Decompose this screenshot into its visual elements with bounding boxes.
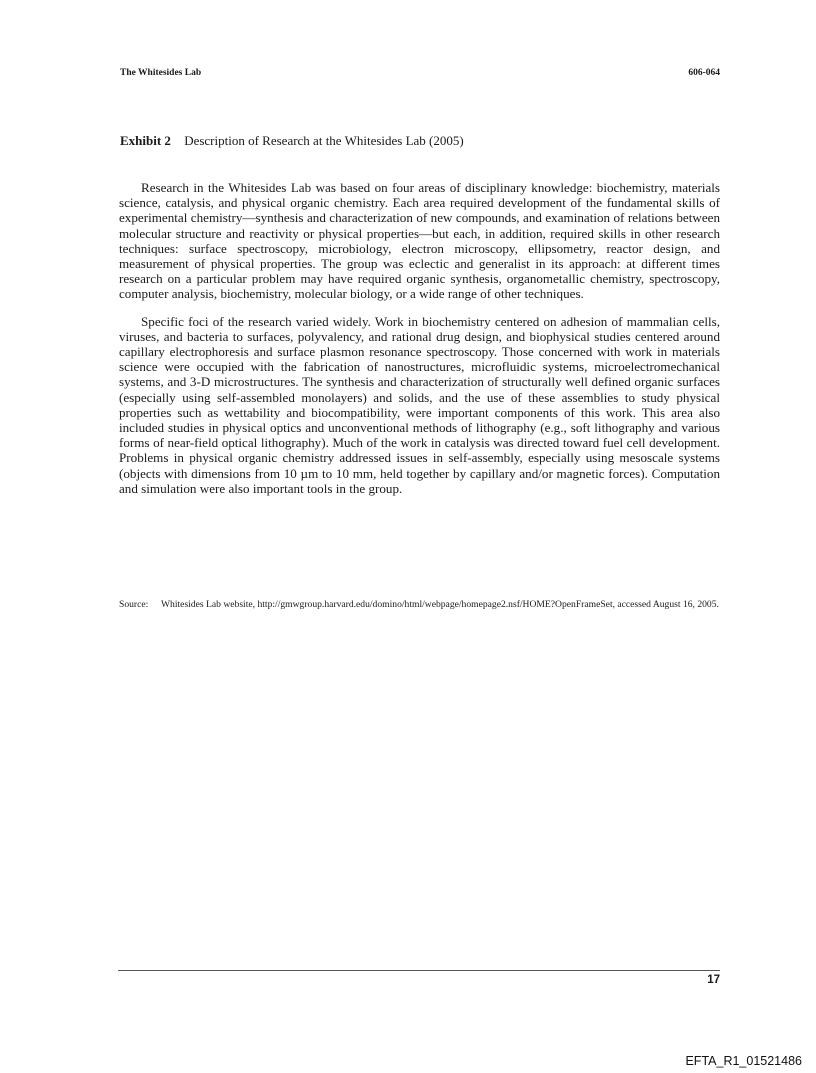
- paragraph-research-foci: Specific foci of the research varied widely. Work in biochemistry centered on adhesion of mammalian cells, viruses, and bacteria to surfaces, polyvalency, and rational drug design, and biophysical studies centered around capillary electrophoresis and surface plasmon resonance spectroscopy. Those concerned with work in materials science were occupied with the fabrication of nanostructures, microfluidic systems, microelectromechanical systems, and 3-D microstructures. The synthesis and characterization of structurally well defined organic surfaces (especially using self-assembled monolayers) and solids, and the use of these assemblies to study physical properties such as wettability and biocompatibility, were important components of this work. This area also included studies in physical optics and unconventional methods of lithography (e.g., soft lithography and various forms of near-field optical lithography). Much of the work in catalysis was directed toward fuel cell development. Problems in physical organic chemistry addressed issues in self-assembly, especially using mesoscale systems (objects with dimensions from 10 µm to 10 mm, held together by capillary and/or magnetic forces). Computation and simulation were also important tools in the group.: [119, 313, 720, 496]
- source-text: Whitesides Lab website, http://gmwgroup.harvard.edu/domino/html/webpage/homepage2.nsf/HOME?OpenFrameSet, accessed August 16, 2005.: [161, 599, 719, 610]
- footer-divider: [118, 970, 720, 971]
- running-header-title: The Whitesides Lab: [120, 68, 202, 78]
- document-id: EFTA_R1_01521486: [685, 1054, 802, 1068]
- paragraph-research-areas: Research in the Whitesides Lab was based on four areas of disciplinary knowledge: biochemistry, materials science, catalysis, and physical organic chemistry. Each area required development of the fundamental skills of experimental chemistry—synthesis and characterization of new compounds, and examination of relations between molecular structure and reactivity or physical properties—but each, in addition, required skills in other research techniques: surface spectroscopy, microbiology, electron microscopy, ellipsometry, reactor design, and measurement of physical properties. The group was eclectic and generalist in its approach: at different times research on a particular problem may have required organic synthesis, organometallic chemistry, spectroscopy, computer analysis, biochemistry, molecular biology, or a wide range of other techniques.: [119, 180, 720, 302]
- source-note: [119, 599, 720, 611]
- page-number: 17: [707, 974, 720, 986]
- running-header-case-number: 606-064: [688, 68, 720, 78]
- source-label: Source:: [119, 599, 149, 610]
- exhibit-body: [119, 180, 720, 508]
- exhibit-heading: [120, 133, 464, 149]
- exhibit-title: Description of Research at the Whitesides Lab (2005): [184, 133, 464, 148]
- exhibit-label: Exhibit 2: [120, 133, 171, 148]
